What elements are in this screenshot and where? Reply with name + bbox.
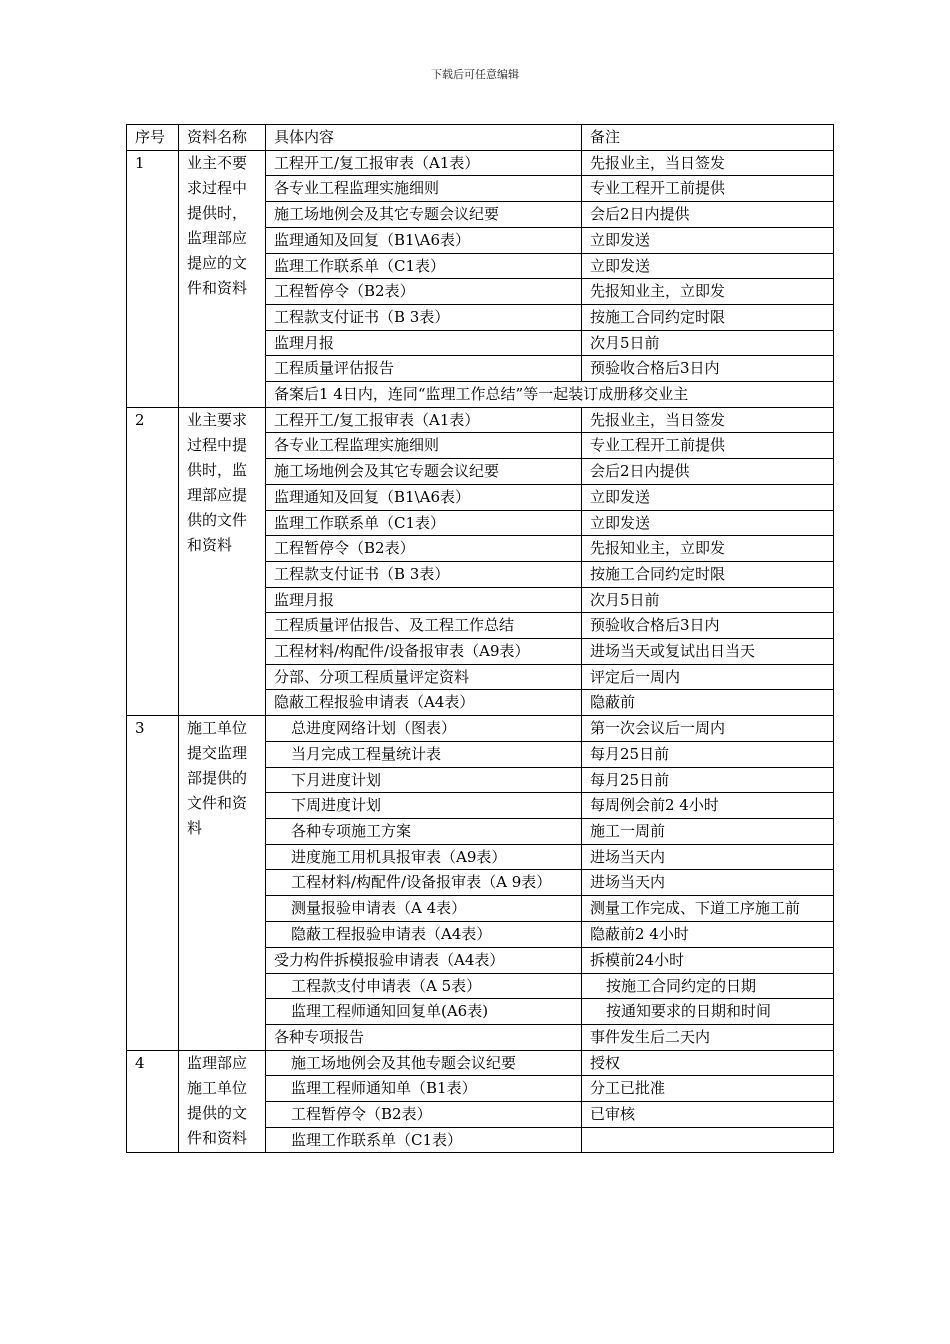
row-content: 当月完成工程量统计表 [266,741,582,767]
row-remark: 每月25日前 [582,767,834,793]
group-number: 4 [127,1050,179,1153]
page-header-note: 下载后可任意编辑 [431,68,519,81]
row-content: 工程开工/复工报审表（A1表） [266,150,582,176]
row-content: 工程开工/复工报审表（A1表） [266,407,582,433]
row-remark: 按施工合同约定时限 [582,561,834,587]
group-category: 施工单位提交监理部提供的文件和资料 [179,716,266,1050]
group-number: 2 [127,407,179,715]
row-content: 监理月报 [266,330,582,356]
row-content: 工程款支付申请表（A 5表） [266,973,582,999]
row-remark: 专业工程开工前提供 [582,433,834,459]
row-remark: 会后2日内提供 [582,202,834,228]
table-row [127,716,834,742]
row-content: 工程质量评估报告、及工程工作总结 [266,613,582,639]
row-content: 各专业工程监理实施细则 [266,433,582,459]
row-remark: 立即发送 [582,227,834,253]
table-row [127,407,834,433]
row-content: 施工场地例会及其它专题会议纪要 [266,459,582,485]
row-remark: 预验收合格后3日内 [582,613,834,639]
row-content: 施工场地例会及其它专题会议纪要 [266,202,582,228]
row-content: 监理通知及回复（B1\A6表） [266,227,582,253]
row-content: 监理月报 [266,587,582,613]
row-content: 分部、分项工程质量评定资料 [266,664,582,690]
row-remark: 先报业主，当日签发 [582,407,834,433]
row-content: 工程质量评估报告 [266,356,582,382]
row-content: 监理工作联系单（C1表） [266,253,582,279]
row-remark: 立即发送 [582,510,834,536]
row-remark: 每月25日前 [582,741,834,767]
row-content: 进度施工用机具报审表（A9表） [266,844,582,870]
row-remark [582,1127,834,1153]
row-remark: 隐蔽前 [582,690,834,716]
row-content: 测量报验申请表（A 4表） [266,896,582,922]
row-remark: 每周例会前2 4小时 [582,793,834,819]
row-content: 隐蔽工程报验申请表（A4表） [266,922,582,948]
row-remark: 立即发送 [582,484,834,510]
group-category: 业主要求过程中提供时，监理部应提供的文件和资料 [179,407,266,715]
group-note: 备案后1 4日内，连同“监理工作总结”等一起装订成册移交业主 [266,382,834,408]
group-category: 业主不要求过程中提供时，监理部应提应的文件和资料 [179,150,266,407]
table-row [127,150,834,176]
row-content: 各种专项施工方案 [266,818,582,844]
row-content: 隐蔽工程报验申请表（A4表） [266,690,582,716]
row-remark: 先报知业主，立即发 [582,279,834,305]
row-content: 施工场地例会及其他专题会议纪要 [266,1050,582,1076]
row-remark: 次月5日前 [582,330,834,356]
row-remark: 按通知要求的日期和时间 [582,999,834,1025]
row-remark: 分工已批准 [582,1076,834,1102]
row-remark: 按施工合同约定时限 [582,304,834,330]
row-remark: 评定后一周内 [582,664,834,690]
row-content: 工程材料/构配件/设备报审表（A9表） [266,639,582,665]
row-remark: 施工一周前 [582,818,834,844]
row-remark: 进场当天内 [582,870,834,896]
row-remark: 先报知业主，立即发 [582,536,834,562]
group-category: 监理部应施工单位提供的文件和资料 [179,1050,266,1153]
row-remark: 进场当天内 [582,844,834,870]
header-content: 具体内容 [266,125,582,151]
row-content: 总进度网络计划（图表） [266,716,582,742]
row-remark: 专业工程开工前提供 [582,176,834,202]
row-remark: 第一次会议后一周内 [582,716,834,742]
row-remark: 已审核 [582,1102,834,1128]
row-content: 工程暂停令（B2表） [266,279,582,305]
row-content: 工程材料/构配件/设备报审表（A 9表） [266,870,582,896]
row-remark: 立即发送 [582,253,834,279]
row-content: 工程款支付证书（B 3表） [266,304,582,330]
row-remark: 事件发生后二天内 [582,1024,834,1050]
row-remark: 次月5日前 [582,587,834,613]
row-remark: 预验收合格后3日内 [582,356,834,382]
row-remark: 先报业主，当日签发 [582,150,834,176]
document-table [126,124,834,1153]
header-no: 序号 [127,125,179,151]
row-remark: 按施工合同约定的日期 [582,973,834,999]
row-content: 各种专项报告 [266,1024,582,1050]
row-content: 监理工程师通知回复单(A6表) [266,999,582,1025]
row-content: 监理工作联系单（C1表） [266,510,582,536]
row-content: 工程暂停令（B2表） [266,1102,582,1128]
row-remark: 进场当天或复试出日当天 [582,639,834,665]
row-content: 监理工作联系单（C1表） [266,1127,582,1153]
table-header-row [127,125,834,151]
row-content: 各专业工程监理实施细则 [266,176,582,202]
row-remark: 测量工作完成、下道工序施工前 [582,896,834,922]
row-remark: 授权 [582,1050,834,1076]
group-number: 3 [127,716,179,1050]
header-remark: 备注 [582,125,834,151]
row-content: 工程暂停令（B2表） [266,536,582,562]
row-content: 下周进度计划 [266,793,582,819]
row-content: 监理工程师通知单（B1表） [266,1076,582,1102]
row-remark: 拆模前24小时 [582,947,834,973]
row-remark: 会后2日内提供 [582,459,834,485]
group-number: 1 [127,150,179,407]
table-row [127,1050,834,1076]
row-content: 受力构件拆模报验申请表（A4表） [266,947,582,973]
row-content: 下月进度计划 [266,767,582,793]
header-category: 资料名称 [179,125,266,151]
row-remark: 隐蔽前2 4小时 [582,922,834,948]
row-content: 监理通知及回复（B1\A6表） [266,484,582,510]
row-content: 工程款支付证书（B 3表） [266,561,582,587]
